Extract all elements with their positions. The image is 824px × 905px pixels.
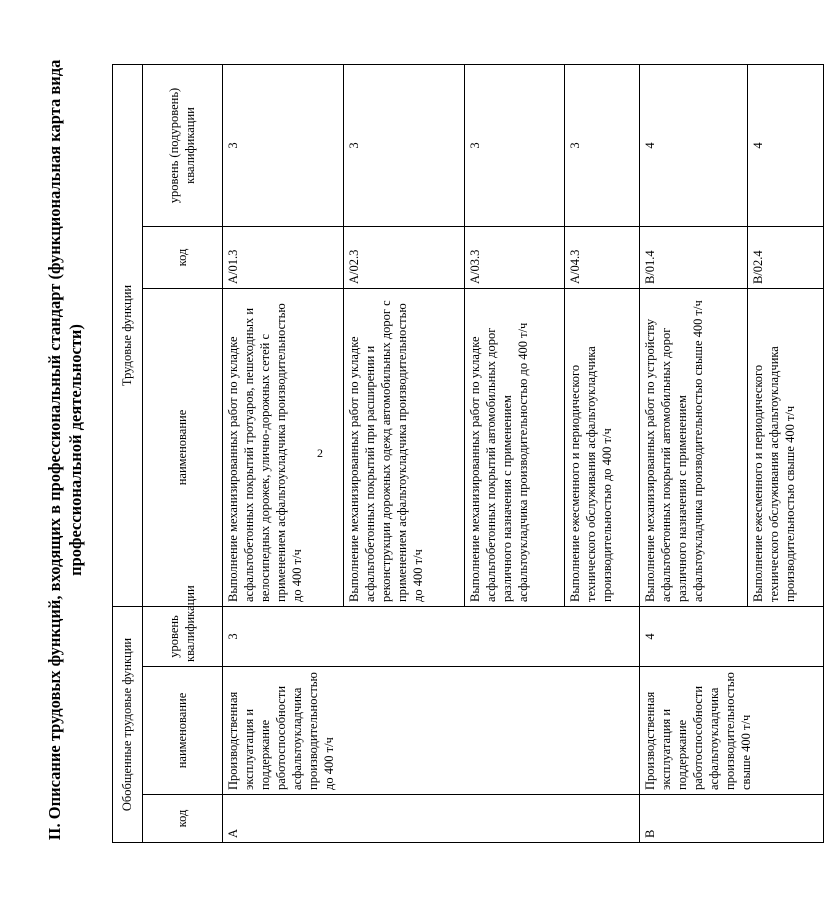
section-title: II. Описание трудовых функций, входящих в профессиональный стандарт (функциональная карта вида профессиональной деятельности) [45,59,85,841]
function-level: 3 [464,64,564,226]
function-name: Выполнение механизированных работ по устройству асфальтобетонных покрытий автомобильных дорог различного назначения с применением асфальтоукладчика производительностью свыше 400 т/ч [640,289,748,607]
function-code: A/01.3 [222,227,343,289]
header-fn-code: код [142,227,222,289]
group-level: 4 [640,607,824,667]
function-name: Выполнение ежесменного и периодического технического обслуживания асфальтоукладчика производительностью до 400 т/ч [564,289,640,607]
header-functions: Трудовые функции [113,64,143,606]
function-code: A/03.3 [464,227,564,289]
group-code: А [222,795,639,843]
header-generalized: Обобщенные трудовые функции [113,607,143,843]
header-gen-code: код [142,795,222,843]
group-code: В [640,795,824,843]
function-level: 4 [748,64,824,226]
function-level: 3 [222,64,343,226]
function-code: B/02.4 [748,227,824,289]
function-level: 3 [564,64,640,226]
table-row [222,64,343,842]
page-number: 2 [317,446,323,460]
function-name: Выполнение механизированных работ по укладке асфальтобетонных покрытий тротуаров, пешеходных и велосипедных дорожек, улично-дорожных сетей с применением асфальтоукладчика производительностью до 400 т/ч [222,289,343,607]
group-name: Производственная эксплуатация и поддержание работоспособности асфальтоукладчика производительностью свыше 400 т/ч [640,667,824,795]
function-name: Выполнение ежесменного и периодического технического обслуживания асфальтоукладчика производительностью свыше 400 т/ч [748,289,824,607]
header-row-columns [142,64,222,842]
functional-map-table [112,64,824,843]
group-level: 3 [222,607,639,667]
header-row-groups [113,64,143,842]
function-level: 3 [343,64,464,226]
header-fn-level: уровень (подуровень) квалификации [142,64,222,226]
function-name: Выполнение механизированных работ по укладке асфальтобетонных покрытий при расширении и реконструкции дорожных одежд автомобильных дорог с применением асфальтоукладчика производительностью до 400 т/ч [343,289,464,607]
header-gen-level: уровень квалификации [142,607,222,667]
function-level: 4 [640,64,748,226]
group-name: Производственная эксплуатация и поддержание работоспособности асфальтоукладчика производительностью до 400 т/ч [222,667,639,795]
header-fn-name: наименование [142,289,222,607]
header-gen-name: наименование [142,667,222,795]
function-code: B/01.4 [640,227,748,289]
table-row [640,64,748,842]
function-code: A/04.3 [564,227,640,289]
function-name: Выполнение механизированных работ по укладке асфальтобетонных покрытий автомобильных дорог различного назначения с применением асфальтоукладчика производительностью до 400 т/ч [464,289,564,607]
function-code: A/02.3 [343,227,464,289]
